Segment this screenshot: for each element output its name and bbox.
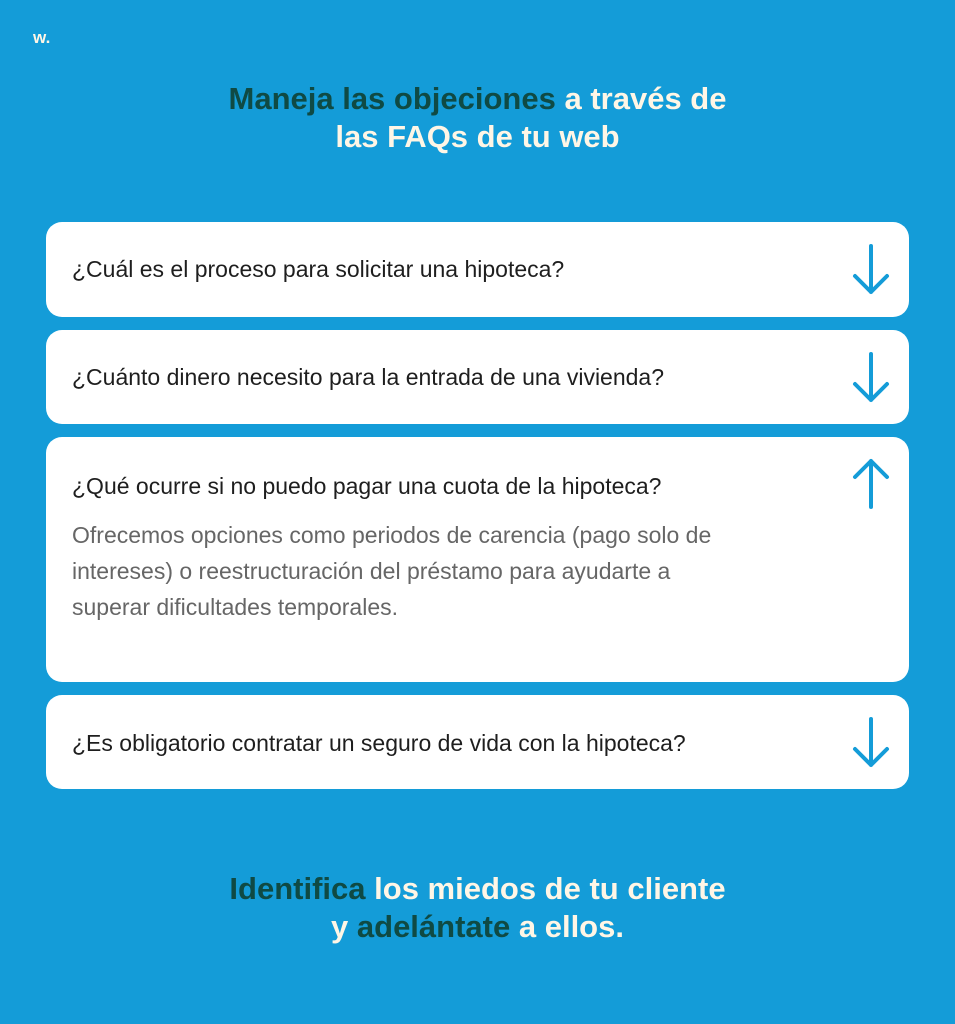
logo: w. xyxy=(33,28,51,47)
title-text-2: las FAQs de tu web xyxy=(335,119,620,154)
tagline-highlight: adelántate xyxy=(356,909,511,944)
faq-question: ¿Es obligatorio contratar un seguro de vida con la hipoteca? xyxy=(72,730,686,756)
faq-question: ¿Qué ocurre si no puedo pagar una cuota de la hipoteca? xyxy=(72,473,662,499)
arrow-up-icon[interactable] xyxy=(849,455,893,511)
arrow-down-icon[interactable] xyxy=(849,715,893,771)
arrow-down-icon[interactable] xyxy=(849,350,893,406)
footer-tagline xyxy=(0,870,955,946)
faq-item[interactable] xyxy=(46,695,909,789)
tagline-highlight: Identifica xyxy=(229,871,366,906)
faq-question: ¿Cuánto dinero necesito para la entrada de una vivienda? xyxy=(72,364,665,390)
tagline-text: a ellos. xyxy=(518,909,624,944)
faq-item[interactable] xyxy=(46,222,909,317)
tagline-text: y xyxy=(331,909,349,944)
title-highlight: Maneja las objeciones xyxy=(228,81,556,116)
faq-item[interactable] xyxy=(46,330,909,424)
tagline-text: los miedos de tu cliente xyxy=(374,871,726,906)
faq-answer: Ofrecemos opciones como periodos de carencia (pago solo de intereses) o reestructuración del préstamo para ayudarte a superar dificultades temporales. xyxy=(72,522,712,620)
title-text: a través de xyxy=(564,81,727,116)
faq-item-expanded[interactable] xyxy=(46,437,909,682)
arrow-down-icon[interactable] xyxy=(849,242,893,298)
page-title xyxy=(0,80,955,156)
faq-question: ¿Cuál es el proceso para solicitar una hipoteca? xyxy=(72,256,565,282)
